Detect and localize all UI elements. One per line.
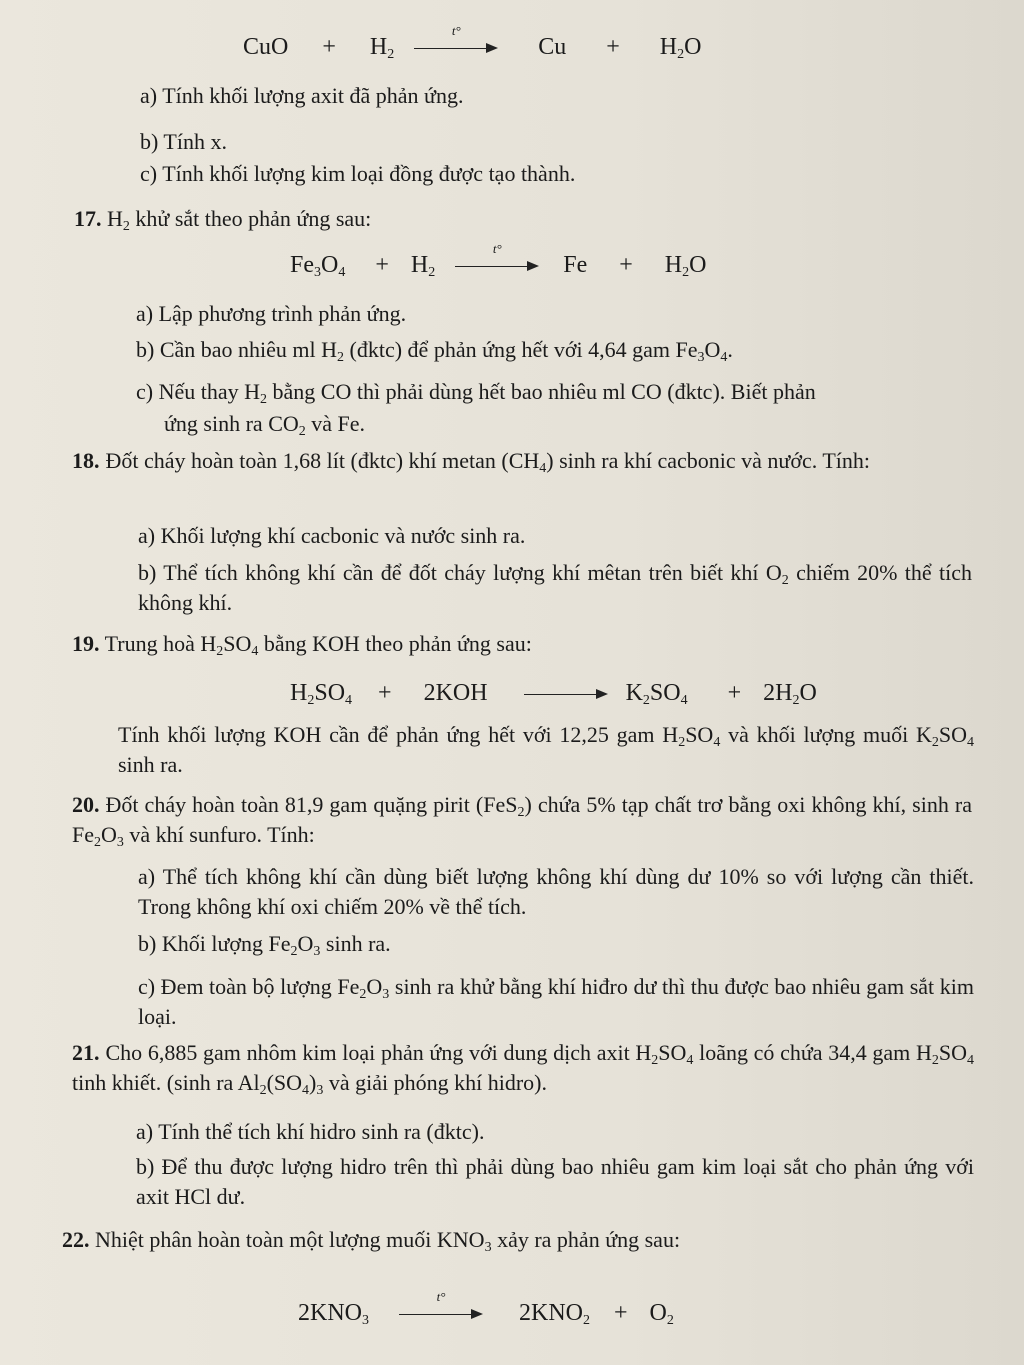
q20-part-a: a) Thể tích không khí cần dùng biết lượng không khí dùng dư 10% so với lượng cần thiết. Trong không khí oxi chiếm 20% về thể tích. [138, 864, 974, 919]
q20-part-c: c) Đem toàn bộ lượng $Fe_2O_3$ sinh ra khử bằng khí hiđro dư thì thu được bao nhiêu gam sắt kim loại. [138, 974, 974, 1029]
question-number: 17. [74, 206, 102, 231]
q17-part-c: c) Nếu thay $H_2$ bằng CO thì phải dùng hết bao nhiêu ml CO (đktc). Biết phản [136, 379, 816, 407]
eq-plus: + [614, 1300, 628, 1326]
q18-part-b: b) Thể tích không khí cần để đốt cháy lượng khí mêtan trên biết khí $O_2$ chiếm 20% thể tích không khí. [138, 560, 972, 615]
eq-term: CuO [243, 34, 289, 60]
eq-term: $H_2O$ [659, 34, 702, 62]
q21-part-a: a) Tính thể tích khí hidro sinh ra (đktc). [136, 1119, 485, 1144]
q16-part-b: b) Tính x. [140, 129, 227, 154]
reaction-arrow: t° [414, 37, 498, 59]
q18-stem: 18. Đốt cháy hoàn toàn 1,68 lít (đktc) khí metan $(CH_4)$ sinh ra khí cacbonic và nước. Tính: [72, 448, 871, 476]
reaction-arrow: t° [455, 255, 539, 277]
question-number: 19. [72, 631, 100, 656]
eq-term: $H_2$ [369, 34, 395, 62]
equation-cuo-h2 [243, 22, 702, 62]
q17-stem: 17. $H_2$ khử sắt theo phản ứng sau: [74, 206, 372, 234]
q17-part-c-cont: ứng sinh ra $CO_2$ và Fe. [164, 411, 366, 439]
eq-term: $O_2$ [649, 1300, 674, 1328]
eq-term: Fe [563, 252, 588, 278]
question-number: 18. [72, 448, 100, 473]
eq-plus: + [619, 252, 633, 278]
question-number: 20. [72, 792, 100, 817]
q17-part-a: a) Lập phương trình phản ứng. [136, 301, 407, 326]
eq-plus: + [322, 34, 336, 60]
equation-kno3 [298, 1288, 674, 1328]
eq-plus: + [606, 34, 620, 60]
eq-term: Cu [538, 34, 567, 60]
question-number: 21. [72, 1040, 100, 1065]
eq-term: $Fe_3O_4$ [290, 252, 346, 280]
reaction-arrow: t° [399, 1303, 483, 1325]
equation-h2so4-koh [290, 680, 817, 707]
eq-plus: + [375, 252, 389, 278]
q20-part-b: b) Khối lượng $Fe_2O_3$ sinh ra. [138, 931, 391, 959]
q22-stem: 22. Nhiệt phân hoàn toàn một lượng muối $KNO_3$ xảy ra phản ứng sau: [62, 1227, 681, 1255]
question-number: 22. [62, 1227, 90, 1252]
q21-part-b: b) Để thu được lượng hidro trên thì phải dùng bao nhiêu gam kim loại sắt cho phản ứng với axit HCl dư. [136, 1154, 974, 1209]
q21-stem: 21. Cho 6,885 gam nhôm kim loại phản ứng với dung dịch axit $H_2SO_4$ loãng có chứa 34,4 gam $H_2SO_4$ tinh khiết. (sinh ra $Al_2(SO_4)_3$ và giải phóng khí hidro). [72, 1040, 974, 1098]
q16-part-c: c) Tính khối lượng kim loại đồng được tạo thành. [140, 161, 576, 186]
eq-term: $2H_2O$ [763, 680, 817, 708]
eq-term: $K_2SO_4$ [625, 680, 688, 708]
eq-term: $2KNO_3$ [298, 1300, 369, 1328]
eq-plus: + [378, 680, 392, 706]
reaction-arrow [524, 683, 608, 705]
eq-term: $H_2$ [410, 252, 436, 280]
eq-plus: + [727, 680, 742, 706]
eq-term: 2KOH [423, 680, 488, 706]
q16-part-a: a) Tính khối lượng axit đã phản ứng. [140, 83, 464, 108]
equation-fe3o4-h2 [290, 240, 707, 280]
q19-stem: 19. Trung hoà $H_2SO_4$ bằng KOH theo phản ứng sau: [72, 631, 532, 659]
eq-term: $2KNO_2$ [519, 1300, 590, 1328]
q19-text: Tính khối lượng KOH cần để phản ứng hết với 12,25 gam $H_2SO_4$ và khối lượng muối $K_2SO_4$ sinh ra. [118, 722, 974, 777]
q18-part-a: a) Khối lượng khí cacbonic và nước sinh ra. [138, 523, 526, 548]
q20-stem: 20. Đốt cháy hoàn toàn 81,9 gam quặng pirit (FeS$_2$) chứa 5% tạp chất trơ bằng oxi không khí, sinh ra $Fe_2O_3$ và khí sunfuro. Tính: [72, 792, 972, 850]
q17-part-b: b) Cần bao nhiêu ml $H_2$ (đktc) để phản ứng hết với 4,64 gam $Fe_3O_4$. [136, 337, 733, 365]
eq-term: $H_2O$ [664, 252, 707, 280]
eq-term: $H_2SO_4$ [290, 680, 353, 708]
